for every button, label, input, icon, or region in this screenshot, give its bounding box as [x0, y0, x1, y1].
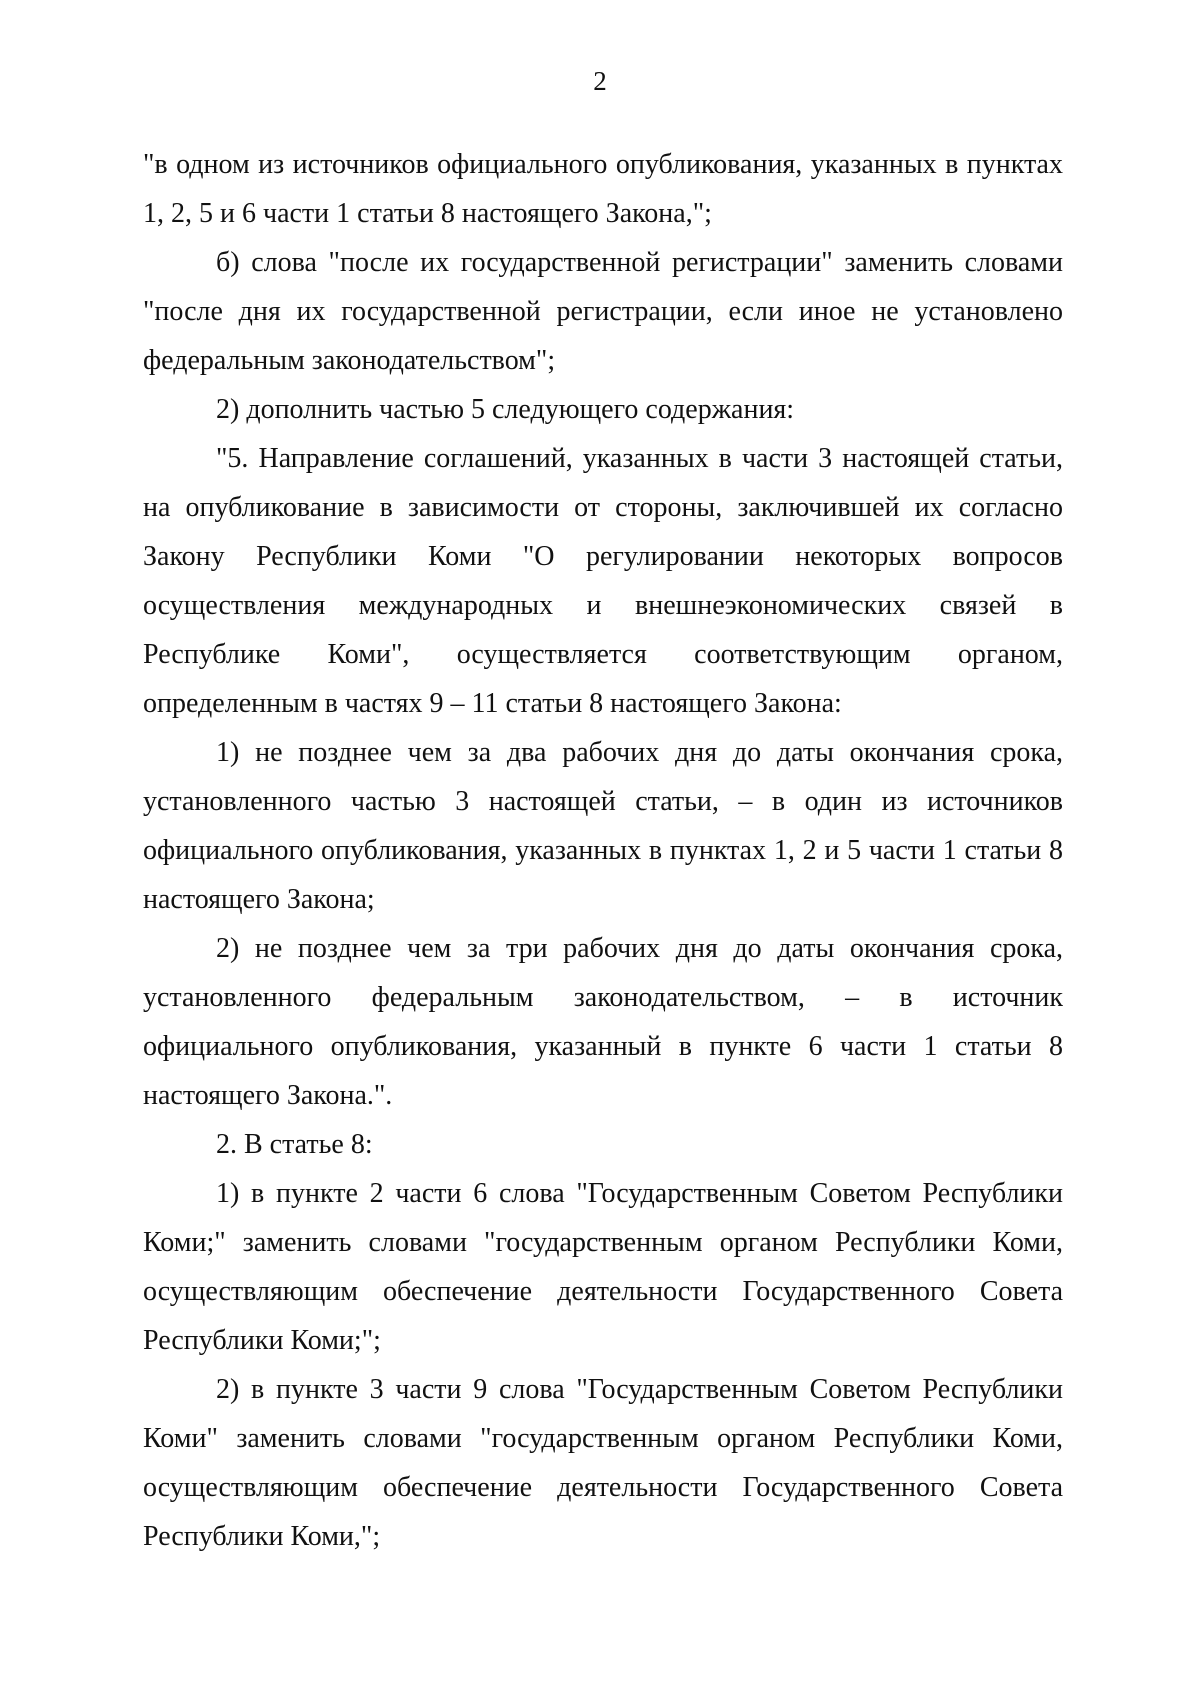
page-number: 2: [593, 66, 607, 96]
paragraph-part-5-text: "5. Направление соглашений, указанных в части 3 настоящей статьи, на опубликование в зависимости от стороны, заключившей их согласно Закону Республики Коми "О регулировании некоторых вопросов осуществления международных и внешнеэкономических связей в Республике Коми", осуществляется соответствующим органом, определенным в частях 9 – 11 статьи 8 настоящего Закона:: [143, 443, 1063, 719]
paragraph-part-5-item-1: 1) не позднее чем за два рабочих дня до даты окончания срока, установленного частью 3 настоящей статьи, – в один из источников официального опубликования, указанных в пунктах 1, 2 и 5 части 1 статьи 8 настоящего Закона;: [143, 737, 1063, 915]
document-body: [143, 140, 1063, 1561]
paragraph-subitem-b: б) слова "после их государственной регистрации" заменить словами "после дня их государственной регистрации, если иное не установлено федеральным законодательством";: [143, 247, 1063, 376]
paragraph-article-8-heading: 2. В статье 8:: [216, 1129, 373, 1160]
paragraph-article-8-item-1: 1) в пункте 2 части 6 слова "Государственным Советом Республики Коми;" заменить словами "государственным органом Республики Коми, осуществляющим обеспечение деятельности Государственного Совета Республики Коми;";: [143, 1178, 1063, 1356]
paragraph-part-5-item-2: 2) не позднее чем за три рабочих дня до даты окончания срока, установленного федеральным законодательством, – в источник официального опубликования, указанный в пункте 6 части 1 статьи 8 настоящего Закона.".: [143, 933, 1063, 1111]
paragraph-item-2-add-part-5: 2) дополнить частью 5 следующего содержания:: [216, 394, 795, 425]
paragraph-continuation: "в одном из источников официального опубликования, указанных в пунктах 1, 2, 5 и 6 части 1 статьи 8 настоящего Закона,";: [143, 149, 1063, 229]
paragraph-article-8-item-2: 2) в пункте 3 части 9 слова "Государственным Советом Республики Коми" заменить словами "государственным органом Республики Коми, осуществляющим обеспечение деятельности Государственного Совета Республики Коми,";: [143, 1374, 1063, 1552]
